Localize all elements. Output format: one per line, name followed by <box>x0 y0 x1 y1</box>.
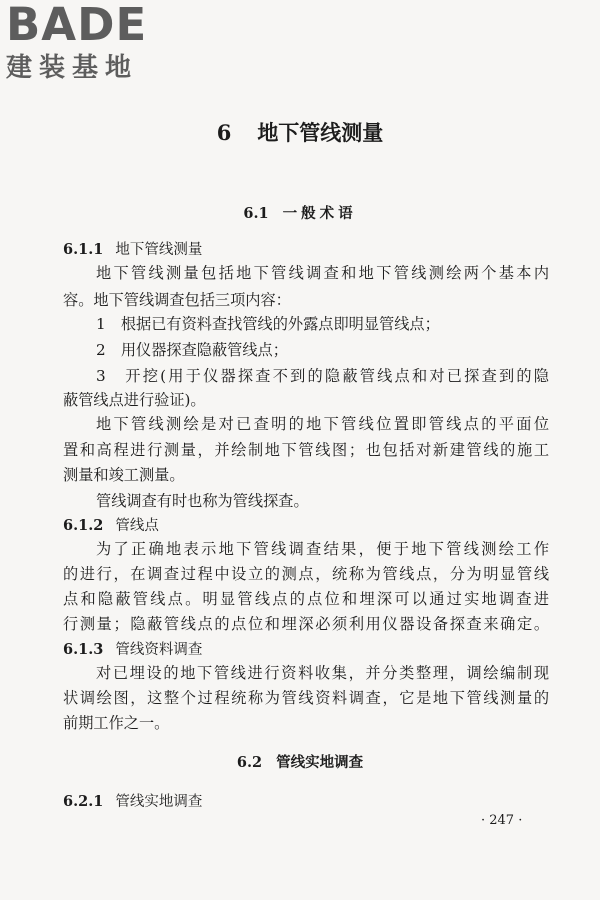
paragraph-line: 为了正确地表示地下管线调查结果，便于地下管线测绘工作 <box>96 540 549 558</box>
logo-chinese-name: 建装基地 <box>6 53 139 83</box>
paragraph-line: 行测量；隐蔽管线点的点位和埋深必须利用仪器设备探查来确定。 <box>63 615 549 633</box>
logo-wordmark: BADE <box>6 0 148 51</box>
list-item: 2 用仪器探查隐蔽管线点； <box>96 341 288 359</box>
paragraph-line: 对已埋设的地下管线进行资料收集，并分类整理，调绘编制现 <box>96 664 549 682</box>
paragraph-line: 地下管线测量包括地下管线调查和地下管线测绘两个基本内 <box>96 264 549 282</box>
paragraph-line: 状调绘图，这整个过程统称为管线资料调查，它是地下管线测量的 <box>63 689 549 707</box>
clause-title: 地下管线测量 <box>115 242 203 258</box>
paragraph-line: 容。地下管线调查包括三项内容： <box>63 291 291 309</box>
clause-heading <box>63 514 159 535</box>
clause-number: 6.1.1 <box>63 241 104 258</box>
paragraph-line: 地下管线测绘是对已查明的地下管线位置即管线点的平面位 <box>96 415 549 433</box>
clause-title: 管线资料调查 <box>115 642 203 658</box>
section-number: 6.1 <box>243 205 269 222</box>
chapter-title-text: 地下管线测量 <box>257 120 384 145</box>
list-item: 1 根据已有资料查找管线的外露点即明显管线点； <box>96 315 440 333</box>
paragraph-line: 点和隐蔽管线点。明显管线点的点位和埋深可以通过实地调查进 <box>63 590 549 608</box>
clause-title: 管线点 <box>115 518 159 534</box>
paragraph-line: 管线调查有时也称为管线探查。 <box>96 492 309 510</box>
section-title: 一般术语 <box>282 205 357 222</box>
clause-number: 6.1.2 <box>63 517 104 534</box>
clause-number: 6.2.1 <box>63 793 104 810</box>
section-number: 6.2 <box>236 754 263 771</box>
bade-logo <box>6 2 181 84</box>
clause-heading <box>63 238 202 259</box>
clause-number: 6.1.3 <box>63 641 104 658</box>
section-heading <box>0 202 600 223</box>
clause-title: 管线实地调查 <box>115 794 203 810</box>
list-item: 3 开挖(用于仪器探查不到的隐蔽管线点和对已探查到的隐 <box>96 367 549 385</box>
paragraph-line: 测量和竣工测量。 <box>63 466 185 484</box>
chapter-title <box>0 117 600 147</box>
chapter-number: 6 <box>216 120 232 145</box>
paragraph-line: 蔽管线点进行验证)。 <box>63 391 206 409</box>
paragraph-line: 置和高程进行测量，并绘制地下管线图；也包括对新建管线的施工 <box>63 441 549 459</box>
page-number: · 247 · <box>481 813 523 828</box>
clause-heading <box>63 638 202 659</box>
section-heading <box>0 751 600 772</box>
clause-heading <box>63 790 202 811</box>
paragraph-line: 的进行，在调查过程中设立的测点，统称为管线点，分为明显管线 <box>63 565 549 583</box>
paragraph-line: 前期工作之一。 <box>63 714 170 732</box>
section-title: 管线实地调查 <box>276 754 364 771</box>
